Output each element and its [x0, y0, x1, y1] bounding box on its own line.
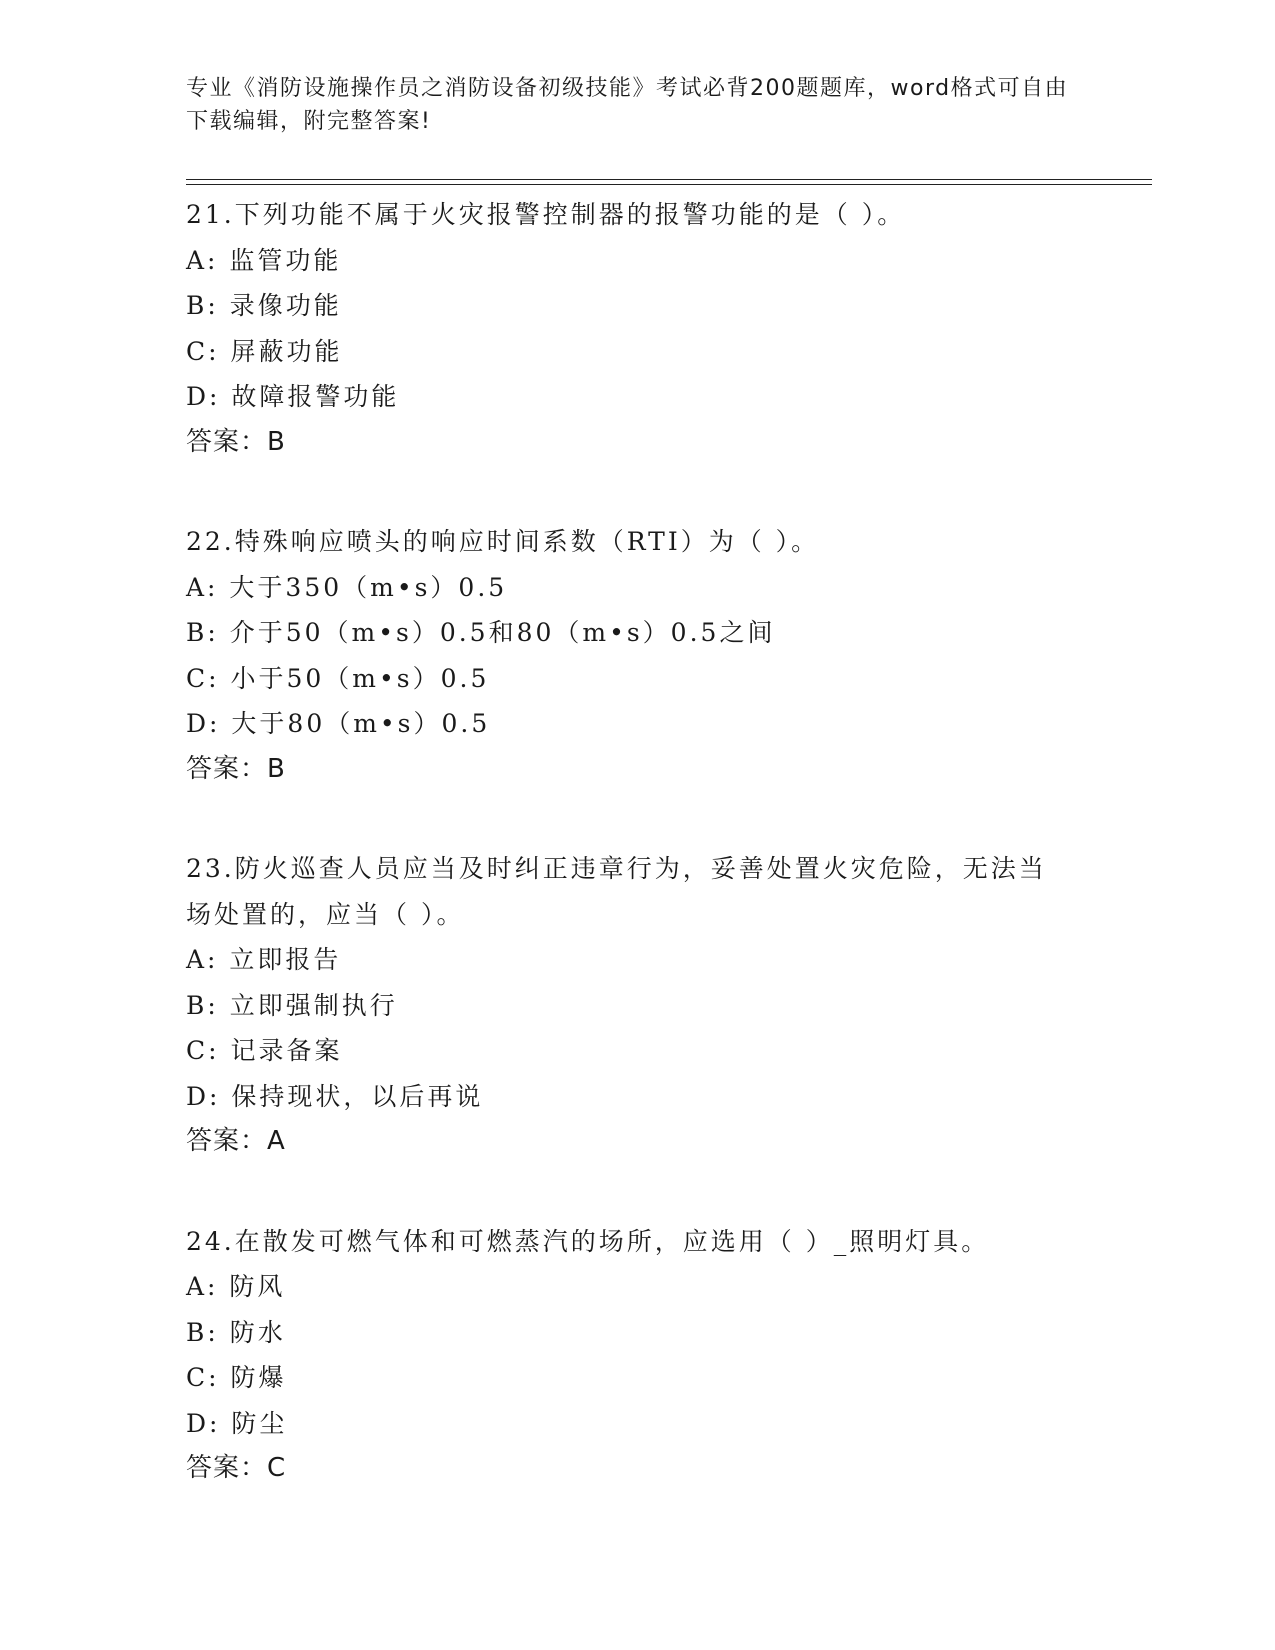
- question-22: [186, 519, 1086, 792]
- question-stem: 22.特殊响应喷头的响应时间系数（RTI）为（ ）。: [186, 527, 820, 556]
- question-stem-continued: 场处置的，应当（ ）。: [186, 899, 465, 929]
- option-b: B: 立即强制执行: [186, 990, 398, 1020]
- question-21: [186, 192, 1086, 465]
- question-stem: 21.下列功能不属于火灾报警控制器的报警功能的是（ ）。: [186, 200, 906, 229]
- question-stem: 23.防火巡查人员应当及时纠正违章行为，妥善处置火灾危险，无法当: [186, 854, 1047, 883]
- option-d: D: 故障报警功能: [186, 382, 400, 411]
- option-a: A: 大于350（m•s）0.5: [186, 572, 508, 602]
- option-b: B: 介于50（m•s）0.5和80（m•s）0.5之间: [186, 618, 776, 647]
- option-b: B: 防水: [186, 1317, 286, 1347]
- question-list: [186, 192, 1086, 1546]
- answer-line: 答案：A: [186, 1126, 286, 1156]
- option-a: A: 立即报告: [186, 945, 342, 974]
- option-a: A: 监管功能: [186, 245, 342, 275]
- option-c: C: 小于50（m•s）0.5: [186, 663, 490, 693]
- option-d: D: 保持现状，以后再说: [186, 1081, 484, 1111]
- answer-line: 答案：B: [186, 426, 286, 457]
- option-b: B: 录像功能: [186, 291, 342, 320]
- question-stem: 24.在散发可燃气体和可燃蒸汽的场所，应选用（ ）_照明灯具。: [186, 1226, 990, 1256]
- answer-line: 答案：B: [186, 753, 286, 784]
- option-c: C: 记录备案: [186, 1036, 343, 1065]
- question-23: [186, 846, 1086, 1165]
- answer-line: 答案：C: [186, 1453, 287, 1483]
- question-24: [186, 1219, 1086, 1492]
- document-header: 专业《消防设施操作员之消防设备初级技能》考试必背200题题库，word格式可自由下载编辑，附完整答案!: [186, 76, 1069, 134]
- option-c: C: 防爆: [186, 1363, 287, 1392]
- option-d: D: 防尘: [186, 1408, 288, 1438]
- header-divider-bottom: [186, 184, 1152, 185]
- option-c: C: 屏蔽功能: [186, 336, 343, 366]
- option-a: A: 防风: [186, 1272, 286, 1301]
- header-divider-top: [186, 179, 1152, 180]
- option-d: D: 大于80（m•s）0.5: [186, 709, 491, 738]
